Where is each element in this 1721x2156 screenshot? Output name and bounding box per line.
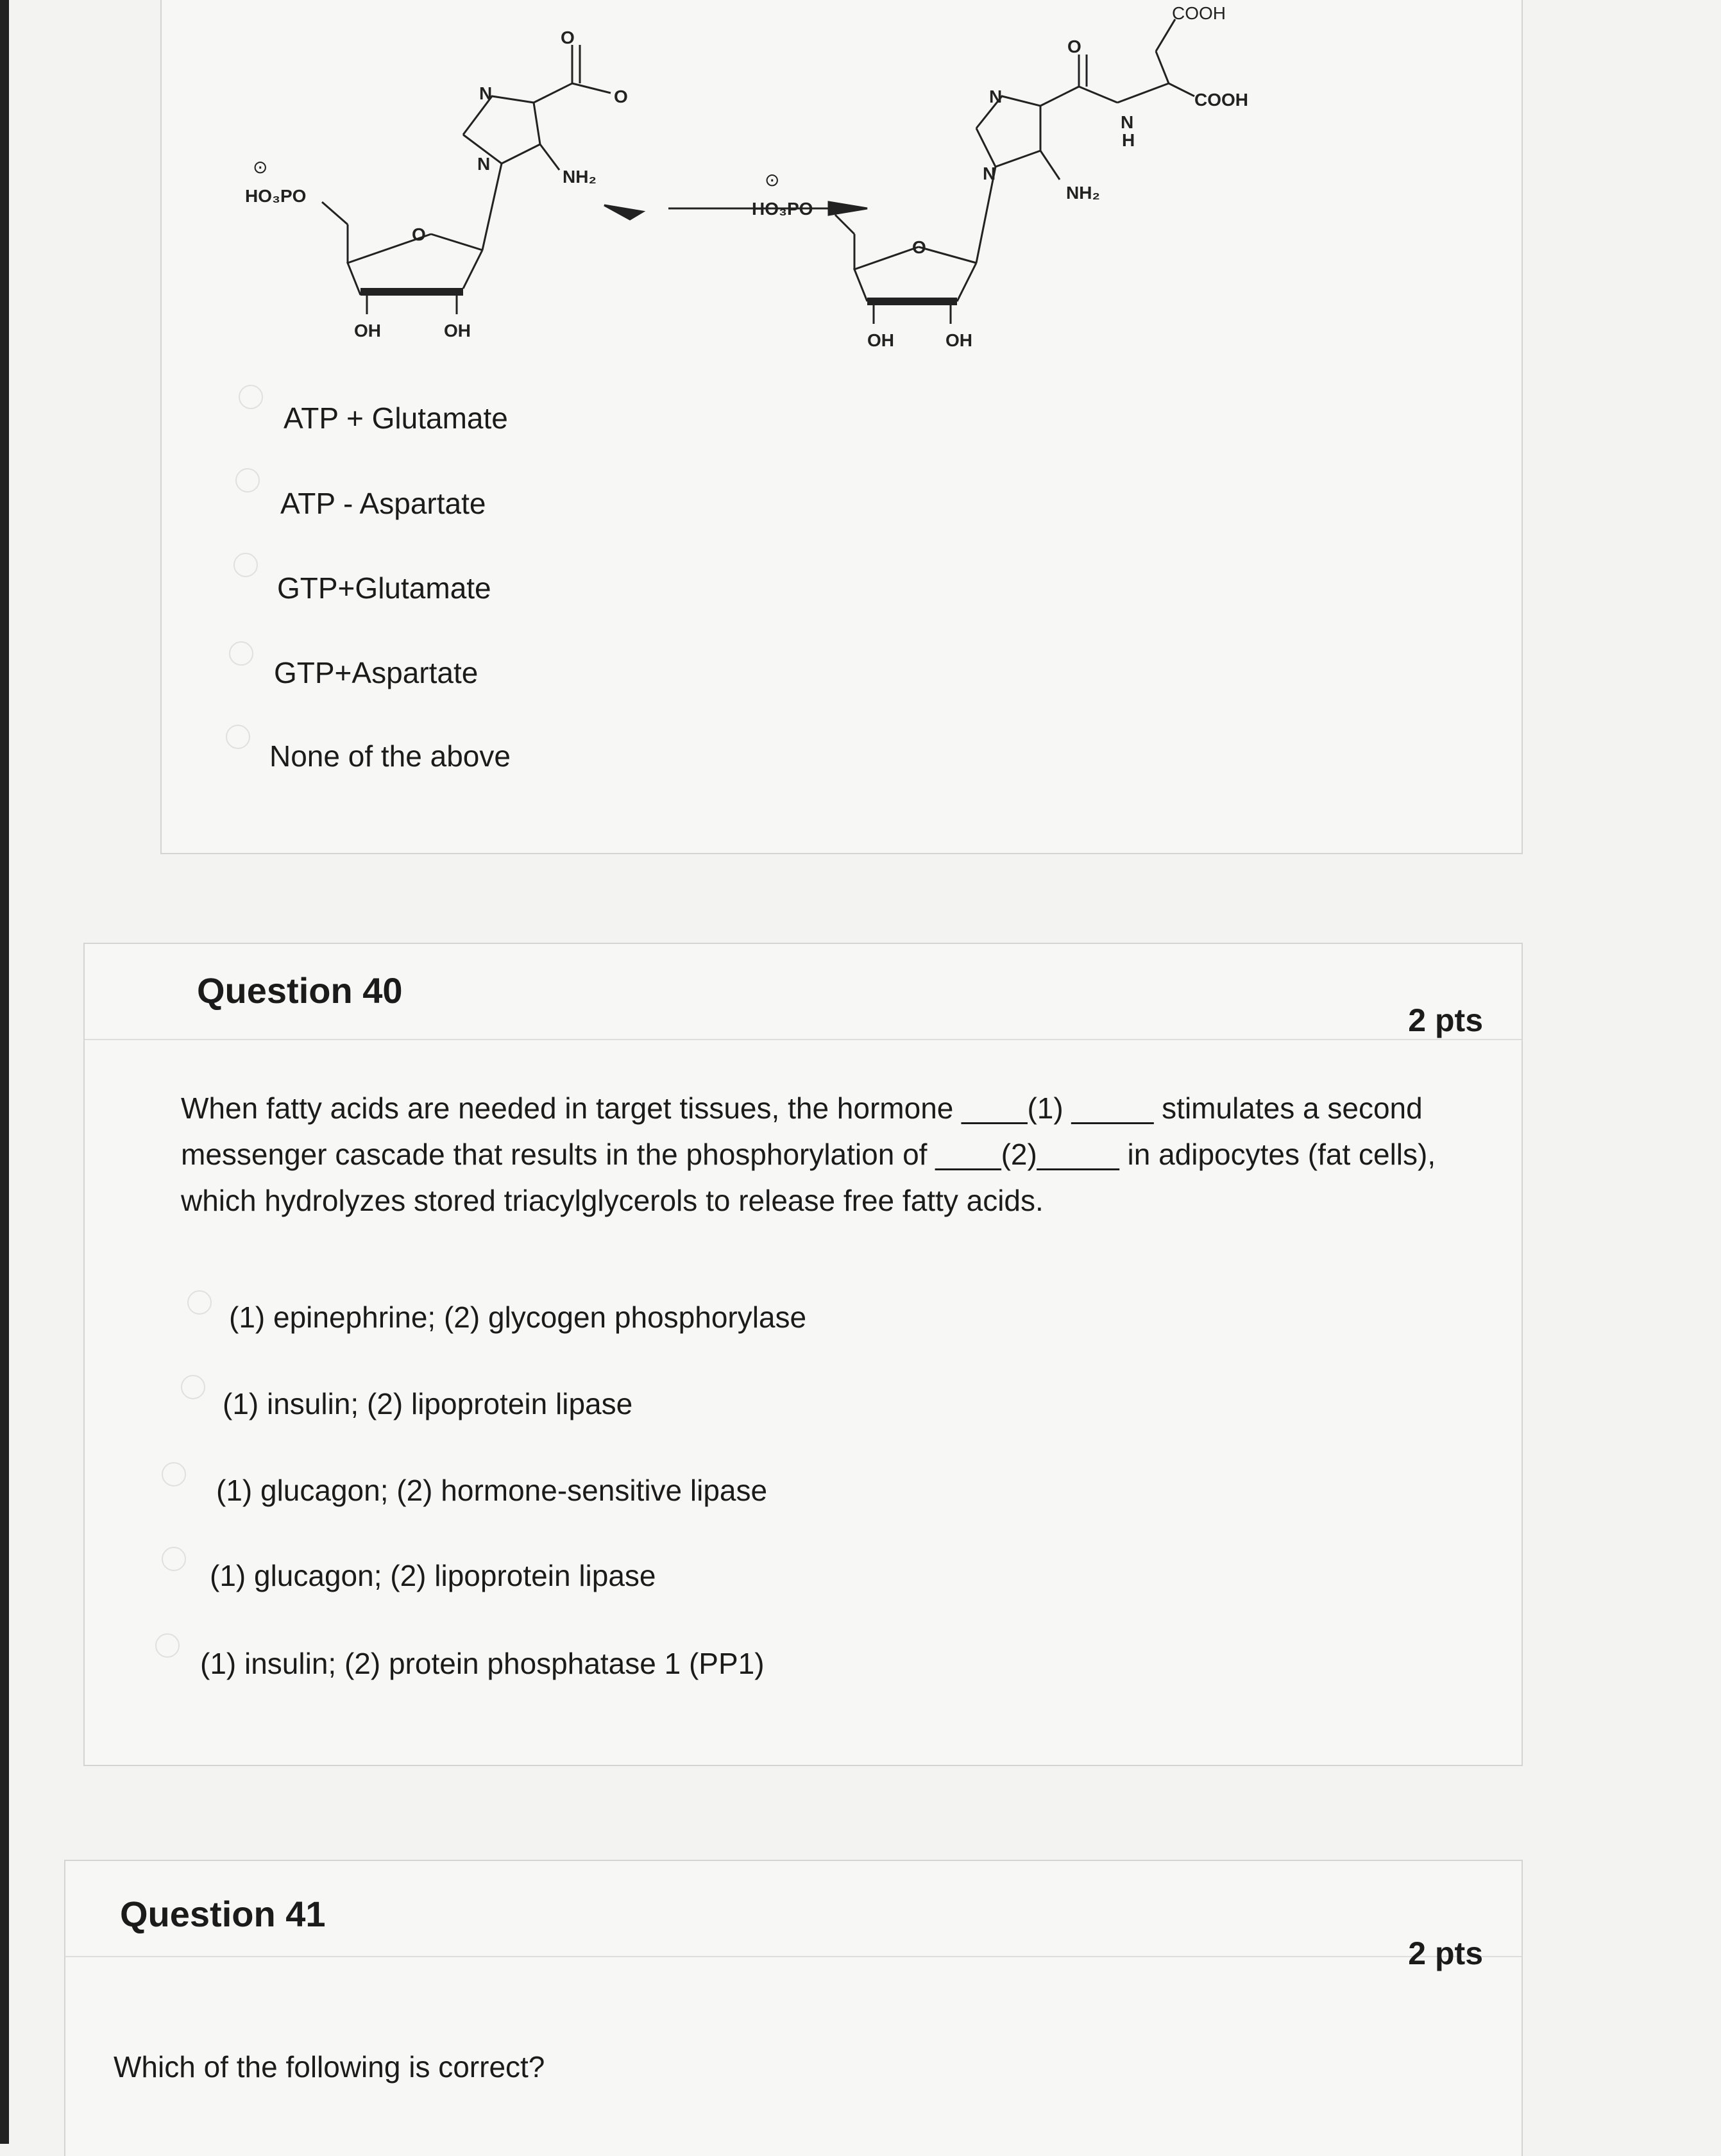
left-phosphate-label: HO₃PO: [245, 186, 307, 206]
right-oh-1: OH: [867, 330, 894, 350]
question-40-card: [83, 943, 1523, 1766]
q39-option-4-label[interactable]: GTP+Aspartate: [274, 656, 479, 689]
question-41-card: [64, 1860, 1523, 2156]
right-carbonyl-o: O: [1067, 37, 1081, 56]
question-41-points: 2 pts: [1408, 1935, 1483, 1971]
right-amide-h: H: [1122, 130, 1135, 150]
question-40-points: 2 pts: [1408, 1002, 1483, 1038]
blank-2: ____(2)_____: [935, 1138, 1119, 1171]
q40-option-5-radio[interactable]: [155, 1633, 180, 1658]
left-acid-o-label: O: [561, 28, 575, 47]
question-40-header: [85, 944, 1522, 1040]
left-oh-2: OH: [444, 321, 471, 341]
right-amide-n: N: [1121, 112, 1134, 132]
left-imidazole-ring: [463, 96, 540, 164]
photo-left-edge: [0, 0, 9, 2144]
question-40-text-part-3: in adipocytes (fat cells), which hydrolyzes stored triacylglycerols to release free fatty acids.: [181, 1138, 1436, 1217]
q39-option-3-label[interactable]: GTP+Glutamate: [277, 571, 491, 605]
right-sugar-o-label: O: [912, 237, 926, 257]
right-ring-n-bottom: N: [983, 164, 996, 183]
question-41-header: [65, 1861, 1522, 1971]
left-acid-o-side-label: O: [614, 87, 628, 106]
right-phosphate-label: HO₃PO: [752, 199, 813, 219]
right-cooh-top: COOH: [1172, 3, 1226, 23]
q39-option-3-radio[interactable]: [233, 553, 258, 577]
q40-option-4-radio[interactable]: [162, 1547, 186, 1571]
q39-option-5-radio[interactable]: [226, 725, 250, 749]
q40-option-1-label[interactable]: (1) epinephrine; (2) glycogen phosphorylase: [229, 1301, 807, 1334]
q40-option-3-radio[interactable]: [162, 1462, 186, 1486]
q39-option-2-radio[interactable]: [235, 468, 260, 493]
right-ring-n-top: N: [989, 87, 1003, 106]
q39-option-2-label[interactable]: ATP - Aspartate: [280, 487, 486, 520]
question-40-text-part-1: When fatty acids are needed in target tissues, the hormone: [181, 1091, 962, 1125]
left-amine-label: NH₂: [563, 167, 597, 187]
right-phosphate-charge: ⊙: [765, 170, 780, 190]
question-40-title: Question 40: [197, 970, 403, 1011]
left-phosphate-charge: ⊙: [253, 157, 268, 177]
q40-option-4-label[interactable]: (1) glucagon; (2) lipoprotein lipase: [210, 1559, 656, 1592]
q40-option-3-label[interactable]: (1) glucagon; (2) hormone-sensitive lipase: [216, 1474, 768, 1507]
left-sugar-o-label: O: [412, 224, 426, 244]
question-41-text: Which of the following is correct?: [114, 2050, 545, 2084]
question-40-text: [181, 1085, 1496, 1224]
q40-option-2-radio[interactable]: [181, 1375, 205, 1399]
right-oh-2: OH: [945, 330, 972, 350]
q40-option-5-label[interactable]: (1) insulin; (2) protein phosphatase 1 (PP1): [200, 1647, 765, 1680]
q39-option-1-radio[interactable]: [239, 385, 263, 409]
q39-option-1-label[interactable]: ATP + Glutamate: [284, 401, 508, 435]
q40-option-1-radio[interactable]: [187, 1290, 212, 1315]
left-ring-n-bottom: N: [477, 154, 491, 174]
question-40-text-part-2: stimulates a second messenger cascade that results in the phosphorylation of: [181, 1091, 1423, 1171]
q40-option-2-label[interactable]: (1) insulin; (2) lipoprotein lipase: [223, 1387, 633, 1420]
q39-option-4-radio[interactable]: [229, 641, 253, 666]
q39-option-5-label[interactable]: None of the above: [269, 739, 511, 773]
reaction-diagram: [162, 0, 1522, 372]
question-41-title: Question 41: [120, 1894, 326, 1934]
right-cooh-side: COOH: [1194, 90, 1248, 110]
left-oh-1: OH: [354, 321, 381, 341]
right-imidazole-ring: [976, 96, 1040, 167]
left-ring-n-top: N: [479, 83, 493, 103]
right-amine-label: NH₂: [1066, 183, 1100, 203]
question-39-card: [160, 0, 1523, 854]
blank-1: ____(1) _____: [962, 1091, 1154, 1125]
